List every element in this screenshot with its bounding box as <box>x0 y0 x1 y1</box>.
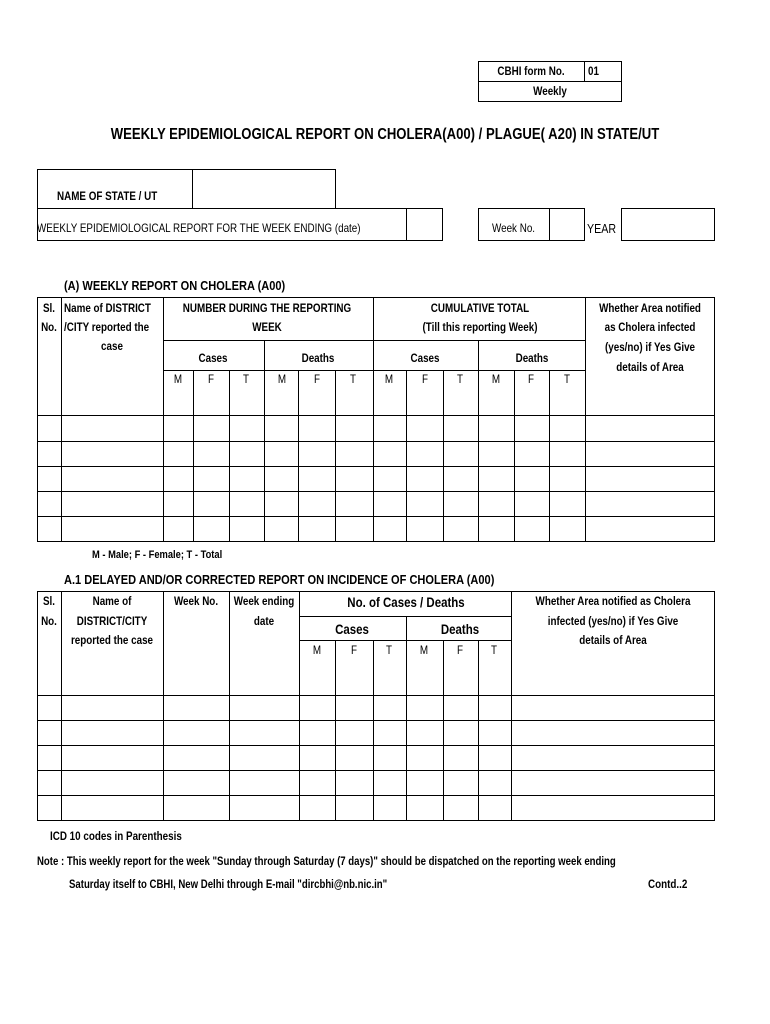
a-sl-header: Sl. <box>42 301 56 315</box>
table-row[interactable] <box>38 442 714 465</box>
table-row[interactable] <box>38 517 714 541</box>
form-number-label: CBHI form No. <box>497 64 565 78</box>
a-sl-header-2: No. <box>41 320 57 334</box>
a1-week-no-header: Week No. <box>173 594 219 608</box>
a1-sub-f-2: F <box>456 643 464 657</box>
a1-name-header: Name of <box>92 594 132 608</box>
a-sub-t-2: T <box>349 372 357 386</box>
a-sub-t-1: T <box>242 372 250 386</box>
table-row[interactable] <box>38 796 714 820</box>
table-row[interactable] <box>38 696 714 719</box>
a1-sl-header-2: No. <box>41 614 57 628</box>
dispatch-note-2: Saturday itself to CBHI, New Delhi through E-mail "dircbhi@nb.nic.in" <box>69 877 388 891</box>
section-a1-heading: A.1 DELAYED AND/OR CORRECTED REPORT ON INCIDENCE OF CHOLERA (A00) <box>64 572 495 587</box>
a-cumulative-header: CUMULATIVE TOTAL <box>430 301 530 315</box>
a-reporting-header: NUMBER DURING THE REPORTING <box>182 301 352 315</box>
a1-week-ending-header-2: date <box>253 614 275 628</box>
a-district-header-3: case <box>101 339 123 353</box>
a1-area-header-3: details of Area <box>579 633 647 647</box>
form-frequency: Weekly <box>533 84 567 98</box>
a1-cases-deaths-header: No. of Cases / Deaths <box>347 594 465 610</box>
a-area-header-2: as Cholera infected <box>604 320 696 334</box>
a-cumulative-deaths-header: Deaths <box>515 351 549 365</box>
a-sub-t-4: T <box>563 372 571 386</box>
section-a-heading: (A) WEEKLY REPORT ON CHOLERA (A00) <box>64 278 286 293</box>
a1-cases-header: Cases <box>335 621 369 637</box>
a1-sub-t-1: T <box>385 643 393 657</box>
a-reporting-header-2: WEEK <box>252 320 282 334</box>
table-row[interactable] <box>38 467 714 490</box>
a1-area-header: Whether Area notified as Cholera <box>535 594 691 608</box>
a-sub-m-2: M <box>277 372 287 386</box>
a1-sub-t-2: T <box>490 643 498 657</box>
a-cumulative-header-2: (Till this reporting Week) <box>422 320 538 334</box>
page-title: WEEKLY EPIDEMIOLOGICAL REPORT ON CHOLERA(A00) / PLAGUE( A20) IN STATE/UT <box>110 126 660 143</box>
year-field[interactable] <box>622 209 714 240</box>
a-sub-t-3: T <box>456 372 464 386</box>
contd-label: Contd..2 <box>648 877 688 891</box>
a-area-header-4: details of Area <box>616 360 684 374</box>
week-no-field[interactable] <box>550 209 584 240</box>
a1-sub-f-1: F <box>350 643 358 657</box>
a1-sl-header: Sl. <box>42 594 56 608</box>
table-row[interactable] <box>38 746 714 769</box>
a-sub-m-3: M <box>384 372 394 386</box>
a-sub-f-4: F <box>527 372 535 386</box>
a-weekly-deaths-header: Deaths <box>301 351 335 365</box>
a-area-header-3: (yes/no) if Yes Give <box>604 340 696 354</box>
year-label: YEAR <box>587 221 617 236</box>
a-cumulative-cases-header: Cases <box>410 351 440 365</box>
mft-legend: M - Male; F - Female; T - Total <box>92 549 223 561</box>
table-row[interactable] <box>38 416 714 440</box>
a-sub-m-4: M <box>491 372 501 386</box>
state-name-field[interactable] <box>193 170 335 208</box>
a-district-header: Name of DISTRICT <box>64 301 151 315</box>
a-district-header-2: /CITY reported the <box>64 320 150 334</box>
a-sub-m-1: M <box>173 372 183 386</box>
table-row[interactable] <box>38 492 714 515</box>
a1-area-header-2: infected (yes/no) if Yes Give <box>547 614 679 628</box>
week-ending-label: WEEKLY EPIDEMIOLOGICAL REPORT FOR THE WEEK ENDING (date) <box>37 221 361 235</box>
a1-sub-m-2: M <box>419 643 429 657</box>
a1-deaths-header: Deaths <box>440 621 480 637</box>
state-name-label: NAME OF STATE / UT <box>57 189 158 203</box>
a-sub-f-3: F <box>421 372 429 386</box>
dispatch-note: Note : This weekly report for the week "Sunday through Saturday (7 days)" should be dispatched on the reporting week ending <box>37 854 616 868</box>
a-sub-f-1: F <box>207 372 215 386</box>
a1-sub-m-1: M <box>312 643 322 657</box>
a-sub-f-2: F <box>313 372 321 386</box>
week-ending-field[interactable] <box>407 209 442 240</box>
a1-name-header-2: DISTRICT/CITY <box>76 614 148 628</box>
week-no-label: Week No. <box>492 221 536 235</box>
form-number-value: 01 <box>588 64 599 78</box>
a1-name-header-3: reported the case <box>70 633 154 647</box>
icd-note: ICD 10 codes in Parenthesis <box>50 829 182 843</box>
table-row[interactable] <box>38 771 714 794</box>
a-area-header: Whether Area notified <box>599 301 701 315</box>
a1-week-ending-header: Week ending <box>233 594 295 608</box>
a-weekly-cases-header: Cases <box>198 351 228 365</box>
table-row[interactable] <box>38 721 714 744</box>
